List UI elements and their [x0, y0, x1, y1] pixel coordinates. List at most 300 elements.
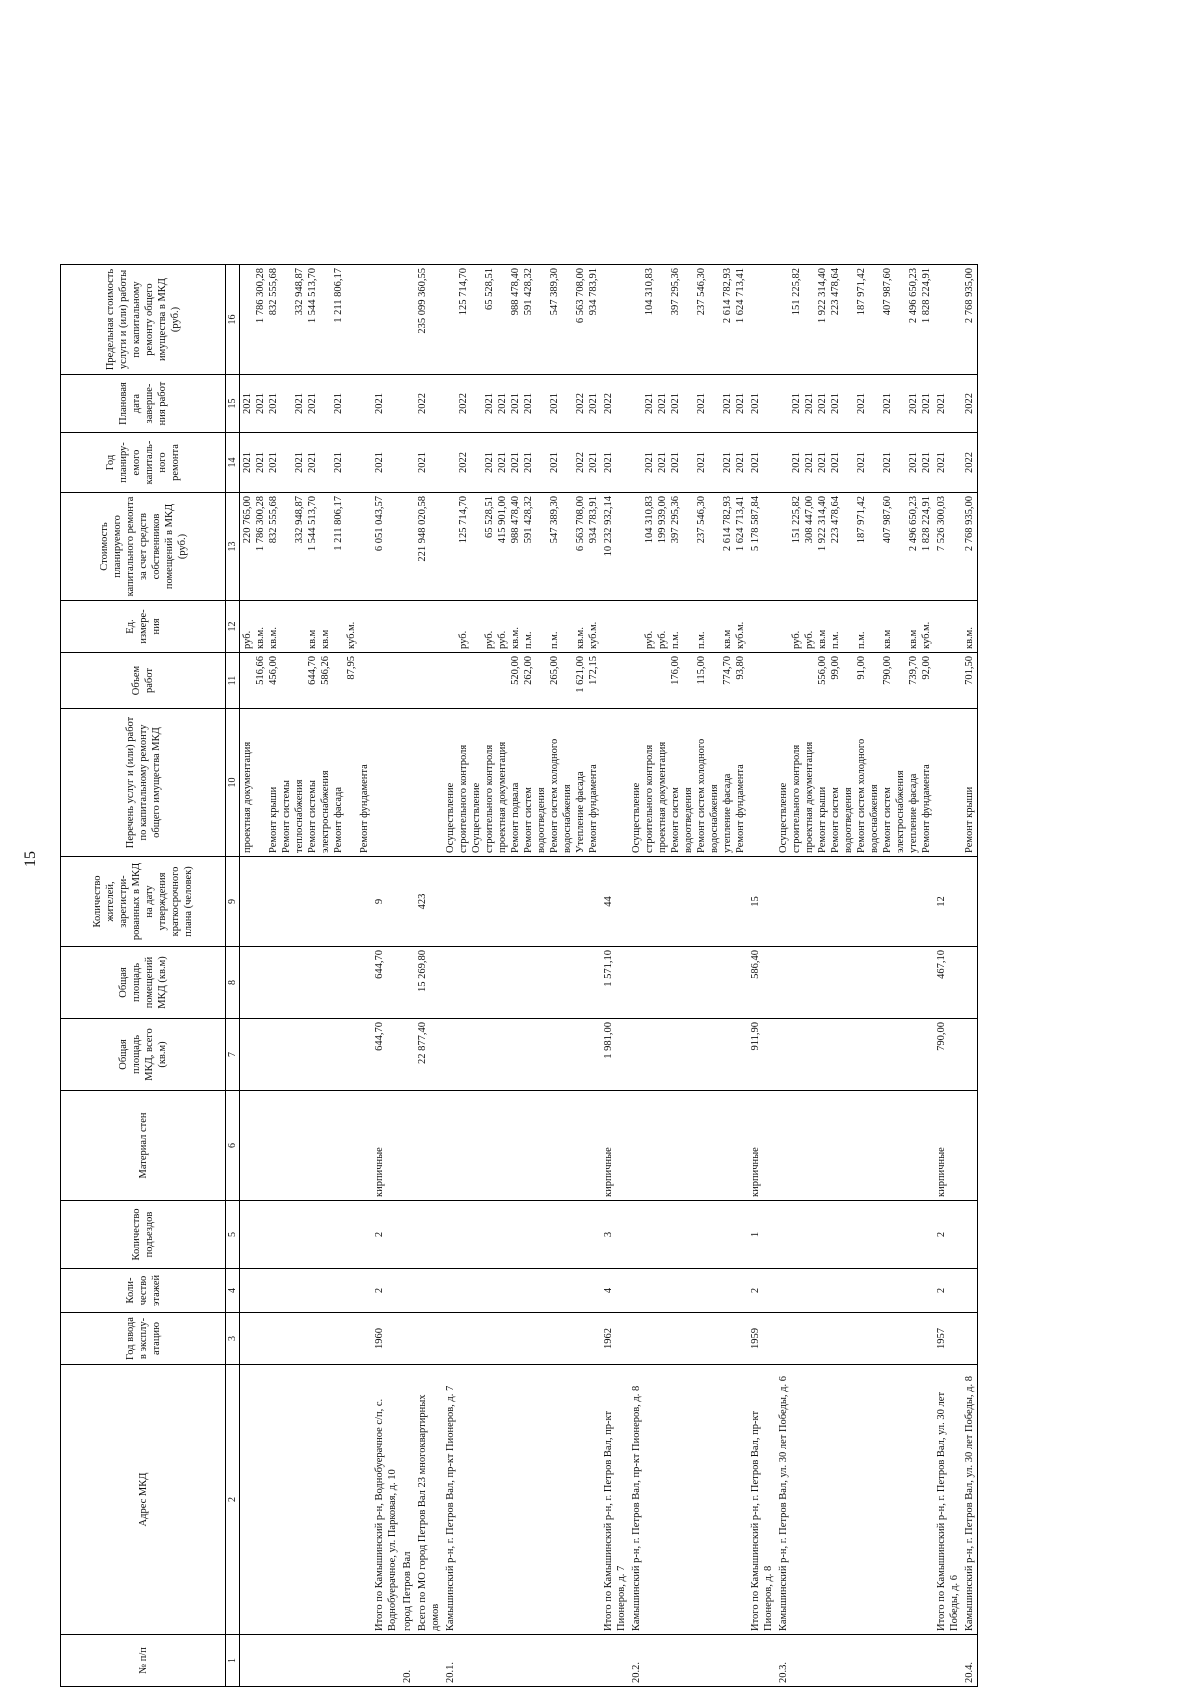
cell-units [748, 601, 776, 653]
cell-residents [240, 857, 373, 947]
cell-line [777, 656, 790, 705]
cell-line: руб. [242, 630, 253, 649]
cell-line [535, 378, 548, 429]
cell-line: 2022 [458, 452, 469, 473]
column-header: Перечень услуг и (или) работ по капитальному ремонту общего имущества МКД [61, 709, 226, 857]
cell-limit [629, 265, 748, 375]
cell-line [842, 656, 855, 705]
cell-address: Итого по Камышинский р-н, г. Петров Вал, пр-кт Пионеров, д. 7 [601, 1365, 629, 1635]
cell-line: 407 987,60 [882, 268, 893, 316]
cell-line: 1 828 224,91 [921, 496, 932, 552]
cell-walls [400, 1091, 415, 1201]
cell-volume [601, 653, 629, 709]
cell-line: Ремонт фундамента [735, 764, 746, 853]
cell-line: 199 939,00 [657, 496, 668, 544]
cell-walls: кирпичные [601, 1091, 629, 1201]
cell-line: 2021 [333, 452, 344, 473]
cell-line: 2021 [603, 452, 614, 473]
cell-line: 2021 [644, 452, 655, 473]
column-number: 13 [226, 493, 240, 601]
cell-volume [748, 653, 776, 709]
cell-line [777, 268, 790, 371]
cell-line: 2021 [882, 393, 893, 414]
column-number-row [226, 265, 240, 1687]
cell-line: 2021 [856, 452, 867, 473]
column-header: Ед. измере-ния [61, 601, 226, 653]
cell-residents [443, 857, 601, 947]
cell-line [630, 268, 643, 371]
cell-residents: 15 [748, 857, 776, 947]
cell-cost [629, 493, 748, 601]
cell-line [842, 604, 855, 649]
cell-line: 2021 [817, 452, 828, 473]
cell-line: 2022 [575, 452, 586, 473]
cell-line: 87,95 [346, 656, 357, 680]
cell-line: 790,00 [882, 656, 893, 685]
cell-line: 2021 [307, 393, 318, 414]
cell-area-rooms: 644,70 [372, 947, 400, 1019]
cell-line: Ремонт фундамента [921, 764, 932, 853]
cell-line [444, 268, 457, 371]
cell-line: Ремонт систем [670, 787, 681, 853]
cell-line: кв.м [307, 629, 318, 649]
cell-area-total: 790,00 [934, 1019, 962, 1091]
cell-line: 2022 [964, 393, 975, 414]
cell-line: 2021 [696, 393, 707, 414]
cell-line [373, 604, 386, 649]
cell-line: 2021 [242, 452, 253, 473]
cell-end-date [240, 375, 373, 433]
cell-line [373, 712, 386, 853]
cell-line: Ремонт систем холодного [549, 738, 560, 853]
cell-line: 2021 [549, 393, 560, 414]
cell-line: теплоснабжения [294, 779, 305, 853]
cell-limit [400, 265, 415, 375]
cell-floors [962, 1269, 978, 1313]
cell-line: 10 232 932,14 [603, 496, 614, 557]
cell-end-date [443, 375, 601, 433]
cell-line: 2021 [936, 393, 947, 414]
cell-line [561, 436, 574, 489]
cell-line [842, 378, 855, 429]
cell-line: 176,00 [670, 656, 681, 685]
cell-area-rooms [629, 947, 748, 1019]
cell-line: Осуществление [471, 782, 482, 853]
column-header: Материал стен [61, 1091, 226, 1201]
cell-end-date [601, 375, 629, 433]
cell-line: руб. [657, 630, 668, 649]
column-number: 9 [226, 857, 240, 947]
cell-line [535, 436, 548, 489]
cell-address [240, 1365, 373, 1635]
cell-line: водоотведения [683, 787, 694, 853]
cell-plan-year [629, 433, 748, 493]
cell-walls: кирпичные [934, 1091, 962, 1201]
cell-line [401, 378, 414, 429]
cell-line [682, 268, 695, 371]
cell-line [293, 604, 306, 649]
cell-line: кв.м [722, 629, 733, 649]
cell-line [358, 378, 371, 429]
cell-volume [934, 653, 962, 709]
cell-line: 308 447,00 [804, 496, 815, 544]
cell-floors [776, 1269, 934, 1313]
cell-line: 1 786 300,28 [255, 268, 266, 324]
cell-line [868, 378, 881, 429]
column-number: 7 [226, 1019, 240, 1091]
cell-line: проектная документация [242, 741, 253, 853]
cell-line: 2021 [333, 393, 344, 414]
cell-line: 2021 [588, 452, 599, 473]
table-row [629, 265, 748, 1687]
cell-line: 988 478,40 [510, 268, 521, 316]
cell-plan-year [962, 433, 978, 493]
cell-entrances [629, 1201, 748, 1269]
cell-line: Ремонт фундамента [359, 764, 370, 853]
cell-cost [443, 493, 601, 601]
cell-line [470, 268, 483, 371]
cell-line [280, 378, 293, 429]
cell-line [319, 268, 332, 371]
cell-line: 2021 [804, 393, 815, 414]
cell-line: 2022 [417, 393, 428, 414]
cell-limit [601, 265, 629, 375]
cell-line [358, 604, 371, 649]
cell-line: куб.м. [588, 621, 599, 649]
cell-line [401, 712, 414, 853]
cell-line [935, 712, 948, 853]
cell-no: 20.2. [629, 1635, 748, 1687]
cell-line: 2021 [908, 452, 919, 473]
table-row [776, 265, 934, 1687]
cell-line: строительного контроля [458, 744, 469, 853]
cell-volume [415, 653, 443, 709]
cell-plan-year [601, 433, 629, 493]
cell-line [345, 496, 358, 597]
cell-line [373, 268, 386, 371]
cell-line [803, 268, 816, 371]
cell-year [629, 1313, 748, 1365]
column-header: Адрес МКД [61, 1365, 226, 1635]
cell-entrances [443, 1201, 601, 1269]
cell-line: 2022 [458, 393, 469, 414]
cell-line [345, 378, 358, 429]
cell-units [400, 601, 415, 653]
cell-works [748, 709, 776, 857]
cell-floors [415, 1269, 443, 1313]
cell-line: 2021 [374, 393, 385, 414]
cell-year: 1962 [601, 1313, 629, 1365]
cell-line: кв.м. [575, 627, 586, 649]
cell-line: 91,00 [856, 656, 867, 680]
column-number: 16 [226, 265, 240, 375]
cell-line: Ремонт фундамента [588, 764, 599, 853]
column-number: 15 [226, 375, 240, 433]
cell-line: электроснабжения [320, 770, 331, 853]
cell-no: 20.4. [962, 1635, 978, 1687]
cell-line [630, 496, 643, 597]
cell-line: 1 544 513,70 [307, 496, 318, 552]
cell-line: 2022 [964, 452, 975, 473]
cell-line: 265,00 [549, 656, 560, 685]
cell-line: п.м. [523, 631, 534, 649]
cell-address: Камышинский р-н, г. Петров Вал, ул. 30 лет Победы, д. 6 [776, 1365, 934, 1635]
cell-line [708, 268, 721, 371]
cell-line: 6 051 043,57 [374, 496, 385, 552]
cell-line: п.м. [830, 631, 841, 649]
cell-line: 2022 [575, 393, 586, 414]
cell-line [894, 604, 907, 649]
cell-line: 187 971,42 [856, 496, 867, 544]
cell-line: 2021 [523, 452, 534, 473]
cell-line [894, 268, 907, 371]
cell-address: Камышинский р-н, г. Петров Вал, пр-кт Пионеров, д. 7 [443, 1365, 601, 1635]
cell-units [601, 601, 629, 653]
cell-line [708, 656, 721, 705]
cell-units [240, 601, 373, 653]
cell-line: 221 948 020,58 [417, 496, 428, 562]
cell-limit [962, 265, 978, 375]
cell-cost [240, 493, 373, 601]
table-row [240, 265, 373, 1687]
column-header: № п/п [61, 1635, 226, 1687]
cell-line [561, 378, 574, 429]
cell-line: Ремонт систем [882, 787, 893, 853]
cell-line: 547 389,30 [549, 496, 560, 544]
cell-works [776, 709, 934, 857]
cell-walls [415, 1091, 443, 1201]
cell-works [415, 709, 443, 857]
column-number: 6 [226, 1091, 240, 1201]
cell-line [444, 604, 457, 649]
cell-line: 407 987,60 [882, 496, 893, 544]
cell-line: 223 478,64 [830, 268, 841, 316]
cell-cost [962, 493, 978, 601]
cell-line [358, 656, 371, 705]
cell-line: водоснабжения [562, 784, 573, 853]
cell-line [602, 268, 615, 371]
cell-line [401, 496, 414, 597]
cell-address: Камышинский р-н, г. Петров Вал, пр-кт Пионеров, д. 8 [629, 1365, 748, 1635]
cell-works [934, 709, 962, 857]
cell-entrances [776, 1201, 934, 1269]
cell-line [749, 712, 762, 853]
cell-line: 2021 [510, 452, 521, 473]
cell-end-date [962, 375, 978, 433]
cell-line: куб.м. [735, 621, 746, 649]
cell-line: 832 555,68 [268, 496, 279, 544]
cell-line: руб. [484, 630, 495, 649]
table-row [372, 265, 400, 1687]
cell-line [444, 436, 457, 489]
cell-year [400, 1313, 415, 1365]
cell-line: водоснабжения [869, 784, 880, 853]
cell-line: кв.м. [268, 627, 279, 649]
cell-no [748, 1635, 776, 1687]
cell-line: 172,15 [588, 656, 599, 685]
cell-end-date [748, 375, 776, 433]
cell-line [401, 604, 414, 649]
cell-floors: 2 [934, 1269, 962, 1313]
cell-line [241, 656, 254, 705]
cell-area-total [400, 1019, 415, 1091]
cell-limit [443, 265, 601, 375]
cell-line: 2021 [644, 393, 655, 414]
cell-year [962, 1313, 978, 1365]
cell-line: Ремонт систем [523, 787, 534, 853]
cell-area-rooms [776, 947, 934, 1019]
cell-line [777, 604, 790, 649]
cell-line: Ремонт систем [830, 787, 841, 853]
cell-line [842, 268, 855, 371]
cell-limit [415, 265, 443, 375]
cell-line [561, 496, 574, 597]
cell-line: 104 310,83 [644, 496, 655, 544]
cell-line: кв.м. [964, 627, 975, 649]
cell-line: кв.м [882, 629, 893, 649]
cell-volume [240, 653, 373, 709]
cell-line [535, 656, 548, 705]
cell-line: 2021 [307, 452, 318, 473]
cell-line: 2021 [523, 393, 534, 414]
cell-cost [601, 493, 629, 601]
cell-line: 2021 [255, 452, 266, 473]
column-header: Год ввода в эксплу-атацию [61, 1313, 226, 1365]
cell-line: утепление фасада [908, 773, 919, 853]
cell-line [345, 268, 358, 371]
cell-line: 2021 [830, 393, 841, 414]
cell-entrances [962, 1201, 978, 1269]
cell-line [682, 656, 695, 705]
cell-entrances: 2 [372, 1201, 400, 1269]
cell-line [708, 604, 721, 649]
cell-walls [240, 1091, 373, 1201]
cell-line [682, 496, 695, 597]
cell-units [443, 601, 601, 653]
cell-line [319, 496, 332, 597]
cell-line [401, 656, 414, 705]
cell-volume [629, 653, 748, 709]
cell-residents: 423 [415, 857, 443, 947]
cell-volume [400, 653, 415, 709]
cell-end-date [400, 375, 415, 433]
cell-units [934, 601, 962, 653]
cell-line: 516,66 [255, 656, 266, 685]
cell-line [803, 656, 816, 705]
cell-residents: 44 [601, 857, 629, 947]
cell-line [373, 656, 386, 705]
cell-year: 1960 [372, 1313, 400, 1365]
cell-cost [400, 493, 415, 601]
cell-line [777, 436, 790, 489]
cell-line [749, 656, 762, 705]
cell-line: 2021 [921, 393, 932, 414]
cell-line: 2021 [670, 393, 681, 414]
cell-line: Утепление фасада [575, 771, 586, 853]
cell-line: проектная документация [657, 741, 668, 853]
cell-line: 2021 [830, 452, 841, 473]
cell-line: п.м. [549, 631, 560, 649]
cell-line: 2021 [722, 393, 733, 414]
cell-line: 65 528,51 [484, 496, 495, 538]
column-number: 5 [226, 1201, 240, 1269]
cell-no [934, 1635, 962, 1687]
cell-line [935, 656, 948, 705]
cell-area-total [443, 1019, 601, 1091]
cell-walls [776, 1091, 934, 1201]
cell-line [630, 378, 643, 429]
column-header: Количество подъездов [61, 1201, 226, 1269]
table-row [443, 265, 601, 1687]
cell-line: 934 783,91 [588, 268, 599, 316]
cell-line [602, 656, 615, 705]
cell-line [561, 268, 574, 371]
cell-line: п.м. [856, 631, 867, 649]
cell-line: 2021 [497, 452, 508, 473]
cell-line: руб. [791, 630, 802, 649]
cell-line: 1 621,00 [575, 656, 586, 693]
column-number: 1 [226, 1635, 240, 1687]
cell-floors: 2 [748, 1269, 776, 1313]
cell-line: 701,50 [964, 656, 975, 685]
cell-area-total: 644,70 [372, 1019, 400, 1091]
cell-entrances: 3 [601, 1201, 629, 1269]
cell-residents [629, 857, 748, 947]
cell-line [868, 656, 881, 705]
cell-year: 1959 [748, 1313, 776, 1365]
cell-line [470, 604, 483, 649]
cell-area-rooms: 586,40 [748, 947, 776, 1019]
column-number: 3 [226, 1313, 240, 1365]
cell-address: Итого по Камышинский р-н, г. Петров Вал, пр-кт Пионеров, д. 8 [748, 1365, 776, 1635]
cell-line [254, 712, 267, 853]
cell-line: 115,00 [696, 656, 707, 685]
cell-line: 2 496 650,23 [908, 268, 919, 324]
cell-line: 2021 [497, 393, 508, 414]
cell-plan-year [748, 433, 776, 493]
cell-line: Осуществление [445, 782, 456, 853]
cell-line: 1 922 314,40 [817, 496, 828, 552]
table-body [240, 265, 978, 1687]
cell-line: 591 428,32 [523, 268, 534, 316]
cell-line [332, 604, 345, 649]
cell-volume [443, 653, 601, 709]
cell-line: 2021 [294, 452, 305, 473]
cell-line: строительного контроля [791, 744, 802, 853]
cell-plan-year [240, 433, 373, 493]
cell-line [358, 436, 371, 489]
cell-floors [240, 1269, 373, 1313]
column-header: Плановая дата заверше-ния работ [61, 375, 226, 433]
cell-line: 2 768 935,00 [964, 496, 975, 552]
cell-line [894, 496, 907, 597]
cell-line [535, 604, 548, 649]
cell-line: п.м. [696, 631, 707, 649]
cell-area-rooms: 1 571,10 [601, 947, 629, 1019]
cell-limit [240, 265, 373, 375]
cell-area-rooms: 467,10 [934, 947, 962, 1019]
cell-line: 415 901,00 [497, 496, 508, 544]
cell-line: 1 544 513,70 [307, 268, 318, 324]
cell-line: 1 786 300,28 [255, 496, 266, 552]
cell-line: кв.м [320, 629, 331, 649]
cell-line [416, 604, 429, 649]
cell-line: 2021 [588, 393, 599, 414]
cell-line [535, 496, 548, 597]
cell-line [470, 496, 483, 597]
cell-line: 2021 [670, 452, 681, 473]
cell-line [630, 436, 643, 489]
